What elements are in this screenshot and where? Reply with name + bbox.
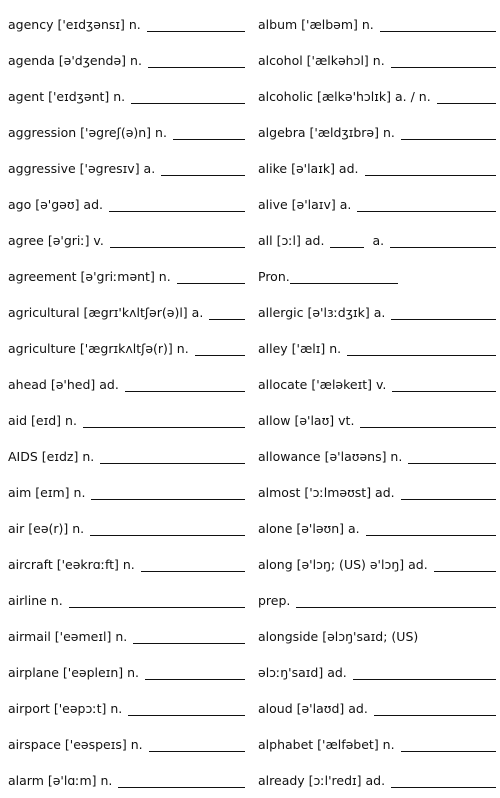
vocab-term: agreement [ə'griːmənt] n.	[8, 269, 171, 284]
vocab-term: aggressive ['əgresɪv] a.	[8, 161, 156, 176]
vocab-term: Pron.	[258, 269, 290, 284]
answer-blank[interactable]	[366, 524, 496, 536]
vocab-term: air [eə(r)] n.	[8, 521, 85, 536]
vocab-term: allowance [ə'laʊəns] n.	[258, 449, 403, 464]
vocab-entry	[258, 330, 496, 366]
vocab-entry	[258, 474, 496, 510]
answer-blank[interactable]	[161, 164, 245, 176]
vocab-entry	[8, 42, 245, 78]
vocab-term: alive [ə'laɪv] a.	[258, 197, 352, 212]
answer-blank[interactable]	[177, 272, 245, 284]
vocab-entry	[8, 6, 245, 42]
vocab-term: almost ['ɔːlməʊst] ad.	[258, 485, 395, 500]
vocab-entry	[258, 654, 496, 690]
vocab-term: aircraft ['eəkrɑːft] n.	[8, 557, 135, 572]
answer-blank[interactable]	[357, 200, 496, 212]
answer-blank[interactable]	[147, 20, 245, 32]
vocab-entry	[258, 510, 496, 546]
vocab-term: alcoholic [ælkə'hɔlɪk] a. / n.	[258, 89, 431, 104]
vocab-term: allocate ['æləkeɪt] v.	[258, 377, 387, 392]
part-of-speech-label: a.	[372, 233, 385, 248]
vocab-term: ahead [ə'hed] ad.	[8, 377, 119, 392]
vocab-term: airline n.	[8, 593, 63, 608]
vocab-entry	[8, 366, 245, 402]
vocab-entry	[258, 690, 496, 726]
vocab-term: agenda [ə'dʒendə] n.	[8, 53, 142, 68]
answer-blank[interactable]	[69, 596, 245, 608]
vocab-entry	[8, 510, 245, 546]
answer-blank[interactable]	[437, 92, 496, 104]
vocab-entry	[8, 762, 245, 798]
vocab-entry	[258, 438, 496, 474]
answer-blank[interactable]	[365, 164, 496, 176]
vocab-term: album ['ælbəm] n.	[258, 17, 374, 32]
vocab-term: airmail ['eəmeɪl] n.	[8, 629, 128, 644]
vocab-term: AIDS [eɪdz] n.	[8, 449, 95, 464]
vocab-entry	[258, 402, 496, 438]
vocab-entry	[258, 294, 496, 330]
answer-blank[interactable]	[374, 704, 496, 716]
answer-blank[interactable]	[109, 200, 245, 212]
vocab-term: all [ɔːl] ad.	[258, 233, 325, 248]
vocab-entry	[8, 294, 245, 330]
answer-blank[interactable]	[195, 344, 245, 356]
vocab-term: already [ɔːl'redɪ] ad.	[258, 773, 386, 788]
answer-blank[interactable]	[149, 740, 245, 752]
vocab-entry	[258, 150, 496, 186]
vocab-term: airspace ['eəspeɪs] n.	[8, 737, 143, 752]
answer-blank[interactable]	[401, 128, 496, 140]
answer-blank[interactable]	[148, 56, 245, 68]
vocab-term: alley ['ælɪ] n.	[258, 341, 342, 356]
vocab-term: algebra ['ældʒɪbrə] n.	[258, 125, 395, 140]
vocab-term: aloud [ə'laʊd] ad.	[258, 701, 368, 716]
vocab-entry	[8, 582, 245, 618]
answer-blank[interactable]	[353, 668, 496, 680]
answer-blank[interactable]	[401, 488, 496, 500]
vocab-term: agree [ə'griː] v.	[8, 233, 104, 248]
vocab-entry	[258, 6, 496, 42]
vocab-entry	[8, 258, 245, 294]
vocab-term: alphabet ['ælfəbet] n.	[258, 737, 395, 752]
vocab-term: əlɔːŋ'saɪd] ad.	[258, 665, 347, 680]
vocab-term: ago [ə'gəʊ] ad.	[8, 197, 103, 212]
answer-blank[interactable]	[391, 56, 496, 68]
vocab-entry	[8, 186, 245, 222]
vocab-term: allow [ə'laʊ] vt.	[258, 413, 355, 428]
vocab-term: agricultural [ægrɪ'kʌltʃər(ə)l] a.	[8, 305, 204, 320]
vocab-term: agent ['eɪdʒənt] n.	[8, 89, 126, 104]
answer-blank[interactable]	[145, 668, 245, 680]
vocab-entry	[8, 546, 245, 582]
answer-blank[interactable]	[133, 632, 245, 644]
vocab-entry	[258, 114, 496, 150]
vocab-term: alike [ə'laɪk] ad.	[258, 161, 359, 176]
answer-blank[interactable]	[141, 560, 245, 572]
vocab-entry	[258, 762, 496, 798]
vocab-entry	[258, 726, 496, 762]
vocab-entry	[8, 150, 245, 186]
vocab-entry	[258, 618, 496, 654]
vocab-entry	[258, 546, 496, 582]
vocab-term: aim [eɪm] n.	[8, 485, 86, 500]
answer-blank[interactable]	[391, 308, 496, 320]
answer-blank[interactable]	[131, 92, 245, 104]
vocab-entry	[258, 78, 496, 114]
answer-blank[interactable]	[392, 380, 496, 392]
vocab-entry	[8, 474, 245, 510]
vocab-entry	[258, 582, 496, 618]
vocab-entry	[8, 78, 245, 114]
answer-blank[interactable]	[347, 344, 496, 356]
vocab-term: prep.	[258, 593, 291, 608]
vocab-term: alone [ə'ləʊn] a.	[258, 521, 360, 536]
answer-blank[interactable]	[90, 524, 245, 536]
answer-blank[interactable]	[380, 20, 496, 32]
vocab-entry	[8, 654, 245, 690]
answer-blank[interactable]	[173, 128, 245, 140]
answer-blank[interactable]	[209, 308, 245, 320]
vocab-entry	[258, 366, 496, 402]
vocab-entry	[8, 438, 245, 474]
answer-blank[interactable]	[118, 776, 245, 788]
vocab-entry	[8, 114, 245, 150]
vocab-entry	[258, 258, 496, 294]
vocab-term: alcohol ['ælkəhɔl] n.	[258, 53, 385, 68]
answer-blank[interactable]	[110, 236, 245, 248]
vocab-entry	[8, 690, 245, 726]
vocab-entry	[258, 42, 496, 78]
vocab-term: alongside [əlɔŋ'saɪd; (US)	[258, 629, 419, 644]
vocab-entry	[258, 186, 496, 222]
vocab-term: allergic [ə'lɜːdʒɪk] a.	[258, 305, 386, 320]
answer-blank[interactable]	[83, 416, 245, 428]
vocab-term: alarm [ə'lɑːm] n.	[8, 773, 113, 788]
vocab-term: agency ['eɪdʒənsɪ] n.	[8, 17, 141, 32]
answer-blank[interactable]	[330, 236, 364, 248]
right-column	[251, 0, 500, 798]
answer-blank[interactable]	[296, 596, 496, 608]
answer-blank[interactable]	[125, 380, 245, 392]
answer-blank[interactable]	[100, 452, 245, 464]
answer-blank[interactable]	[401, 740, 496, 752]
vocab-entry	[8, 618, 245, 654]
vocab-term: airport ['eəpɔːt] n.	[8, 701, 123, 716]
answer-blank[interactable]	[128, 704, 245, 716]
answer-blank[interactable]	[91, 488, 245, 500]
vocab-term: aggression ['əgreʃ(ə)n] n.	[8, 125, 167, 140]
answer-blank[interactable]	[408, 452, 496, 464]
answer-blank[interactable]	[391, 776, 496, 788]
vocab-entry	[8, 726, 245, 762]
vocab-term: airplane ['eəpleɪn] n.	[8, 665, 140, 680]
answer-blank[interactable]	[390, 236, 496, 248]
vocab-term: aid [eɪd] n.	[8, 413, 77, 428]
vocab-entry	[8, 222, 245, 258]
vocab-entry	[258, 222, 496, 258]
answer-blank[interactable]	[360, 416, 496, 428]
vocab-entry	[8, 402, 245, 438]
vocab-term: along [ə'lɔŋ; (US) ə'lɔŋ] ad.	[258, 557, 428, 572]
vocab-term: agriculture ['ægrɪkʌltʃə(r)] n.	[8, 341, 189, 356]
vocab-entry	[8, 330, 245, 366]
answer-blank[interactable]	[434, 560, 496, 572]
answer-blank[interactable]	[290, 272, 398, 284]
